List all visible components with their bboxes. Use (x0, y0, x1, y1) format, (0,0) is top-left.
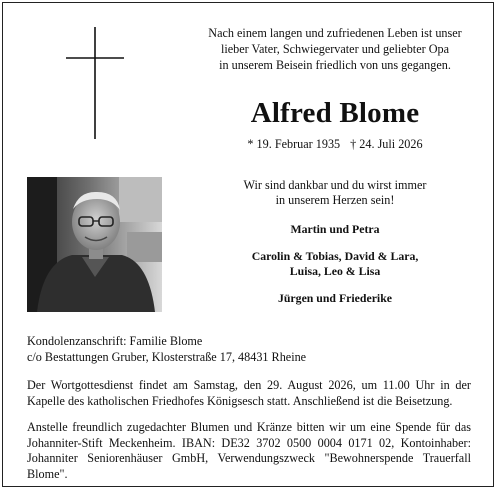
condolence-line: c/o Bestattungen Gruber, Klosterstraße 17, 48431 Rheine (27, 349, 307, 364)
service-line: Kapelle des katholischen Friedhofes Königsesch statt. Anschließend ist die Beisetzung. (27, 393, 453, 408)
thanks-line: in unserem Herzen sein! (275, 193, 395, 207)
intro-text (180, 25, 490, 73)
intro-line: Nach einem langen und zufriedenen Leben ist unser (208, 26, 462, 40)
cross-icon (66, 27, 124, 139)
life-dates (180, 137, 490, 152)
intro-line: in unserem Beisein friedlich von uns gegangen. (219, 58, 451, 72)
death-date: † 24. Juli 2026 (350, 137, 423, 151)
donation-line: Anstelle freundlich zugedachter Blumen und Kränze bitten wir um eine Spende für das (27, 420, 471, 434)
deceased-name: Alfred Blome (250, 97, 420, 129)
mourner-group: Carolin & Tobias, David & Lara, (251, 249, 419, 263)
mourner-group: Luisa, Leo & Lisa (289, 264, 381, 278)
donation-info (27, 420, 471, 482)
service-line: Der Wortgottesdienst findet am Samstag, den 29. August 2026, um 11.00 Uhr in der (27, 378, 471, 392)
condolence-address (27, 334, 471, 365)
condolence-line: Kondolenzanschrift: Familie Blome (27, 334, 203, 348)
intro-line: lieber Vater, Schwiegervater und geliebter Opa (220, 42, 450, 56)
mourner-group: Martin und Petra (290, 222, 380, 236)
portrait-photo (27, 177, 162, 312)
thanks-text (180, 178, 490, 208)
service-info (27, 378, 471, 409)
mourners-list (180, 222, 490, 306)
donation-line: Johanniter-Stift Meckenheim. IBAN: DE32 3702 0500 0004 0171 02, Kontoinhaber: (27, 435, 471, 450)
birth-date: * 19. Februar 1935 (247, 137, 341, 151)
thanks-line: Wir sind dankbar und du wirst immer (243, 178, 427, 192)
donation-line: Johanniter Seniorenhäuser GmbH, Verwendungszweck "Bewohnerspende Trauerfall Blome". (27, 451, 471, 481)
mourner-group: Jürgen und Friederike (277, 291, 393, 305)
